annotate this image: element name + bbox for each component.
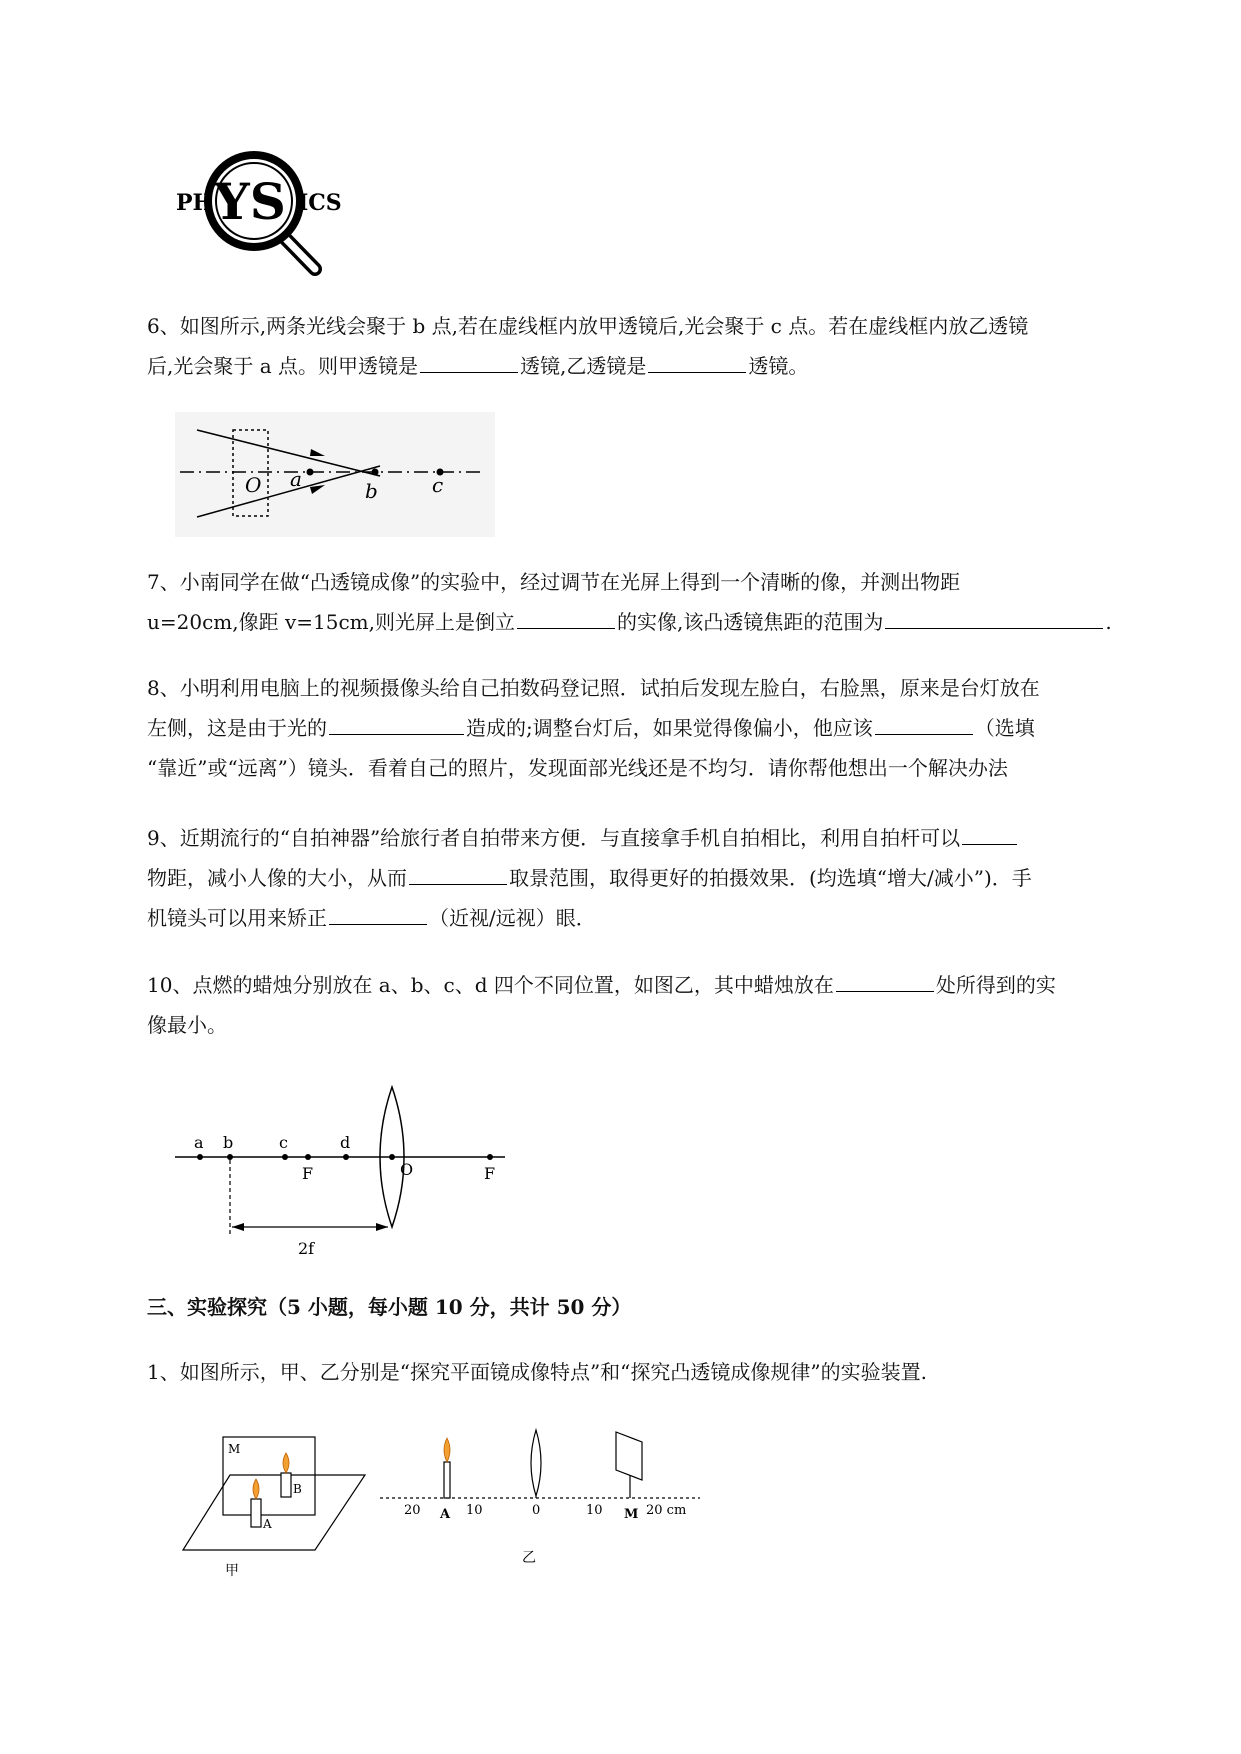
tick-10-left: 10 [466,1503,483,1518]
label-a: A [263,1517,272,1531]
answer-blank-light-phenomenon[interactable] [329,712,464,735]
label-f-left: F [302,1164,314,1183]
tick-10-right: 10 [586,1503,603,1518]
label-m: M [228,1442,241,1456]
logo-text-ics: ICS [298,190,342,216]
label-m: M [624,1507,639,1522]
question-6-line-1: 6、如图所示,两条光线会聚于 b 点,若在虚线框内放甲透镜后,光会聚于 c 点。若在虚线框内放乙透镜 [147,314,1029,338]
question-10-text-b: 处所得到的实 [935,973,1056,997]
answer-blank-lens-b[interactable] [648,350,746,373]
label-b: B [293,1482,302,1496]
tick-20-cm: 20 cm [646,1503,687,1518]
question-10 [147,965,1157,1045]
question-9-text-e: （近视/远视）眼． [429,906,596,930]
label-b: b [365,479,378,503]
question-9-text-c: 取景范围，取得更好的拍摄效果．(均选填“增大/减小”)．手 [509,866,1032,890]
experiment-question-1-line-1: 1、如图所示，甲、乙分别是“探究平面镜成像特点”和“探究凸透镜成像规律”的实验装置. [147,1360,927,1384]
label-o: O [245,473,262,497]
question-8 [147,668,1157,788]
label-d: d [340,1133,351,1152]
figure-caption-b: 乙 [522,1550,536,1566]
label-o: O [400,1160,414,1179]
question-6-text-c: 透镜。 [748,354,809,378]
question-6-text-a: 后,光会聚于 a 点。则甲透镜是 [147,354,418,378]
answer-blank-move-direction[interactable] [875,712,973,735]
answer-blank-view-range[interactable] [409,862,507,885]
question-7-text-a: u=20cm,像距 v=15cm,则光屏上是倒立 [147,610,515,634]
question-8-text-a: 左侧，这是由于光的 [147,716,327,740]
answer-blank-candle-position[interactable] [836,969,934,992]
optical-bench-figure [380,1420,700,1580]
label-a: a [290,467,302,491]
experiment-question-1 [147,1352,1157,1392]
label-2f: 2f [298,1239,315,1258]
answer-blank-eye-type[interactable] [329,902,427,925]
label-a: a [194,1133,204,1152]
answer-blank-image-type[interactable] [517,606,615,629]
question-8-line-1: 8、小明利用电脑上的视频摄像头给自己拍数码登记照．试拍后发现左脸白，右脸黑，原来是台灯放在 [147,676,1040,700]
question-9-text-b: 物距，减小人像的大小，从而 [147,866,407,890]
question-9-text-d: 机镜头可以用来矫正 [147,906,327,930]
question-8-text-b: 造成的;调整台灯后，如果觉得像偏小，他应该 [466,716,873,740]
label-f-right: F [484,1164,496,1183]
answer-blank-object-distance[interactable] [962,822,1017,845]
lens-ray-diagram [175,412,495,537]
tick-20-left: 20 [404,1503,421,1518]
question-6 [147,306,1157,386]
label-c: c [432,473,444,497]
figure-caption-a: 甲 [225,1563,239,1579]
answer-blank-lens-a[interactable] [420,350,518,373]
label-b: b [223,1133,234,1152]
label-a: A [440,1507,451,1522]
logo-text-ys: YS [214,172,286,231]
question-10-text-a: 10、点燃的蜡烛分别放在 a、b、c、d 四个不同位置，如图乙，其中蜡烛放在 [147,973,834,997]
logo-text-ph: PH [176,190,214,216]
convex-lens-diagram [170,1082,510,1272]
question-9-text-a: 9、近期流行的“自拍神器”给旅行者自拍带来方便．与直接拿手机自拍相比，利用自拍杆可以 [147,826,961,850]
question-10-line-2: 像最小。 [147,1013,227,1037]
answer-blank-focal-range[interactable] [885,606,1103,629]
question-6-text-b: 透镜,乙透镜是 [520,354,647,378]
question-7-line-1: 7、小南同学在做“凸透镜成像”的实验中，经过调节在光屏上得到一个清晰的像，并测出物距 [147,570,961,594]
section-heading: 三、实验探究（5 小题，每小题 10 分，共计 50 分） [147,1295,632,1319]
tick-0: 0 [532,1503,541,1518]
question-8-text-c: （选填 [974,716,1035,740]
label-c: c [279,1133,288,1152]
plane-mirror-setup-figure [175,1435,375,1585]
question-7 [147,562,1157,642]
physics-logo [170,145,342,275]
question-8-line-3: “靠近”或“远离”）镜头．看着自己的照片，发现面部光线还是不均匀．请你帮他想出一个解决办法 [147,756,1008,780]
question-9 [147,818,1157,938]
question-7-text-b: 的实像,该凸透镜焦距的范围为 [617,610,884,634]
question-7-text-c: . [1105,610,1112,634]
